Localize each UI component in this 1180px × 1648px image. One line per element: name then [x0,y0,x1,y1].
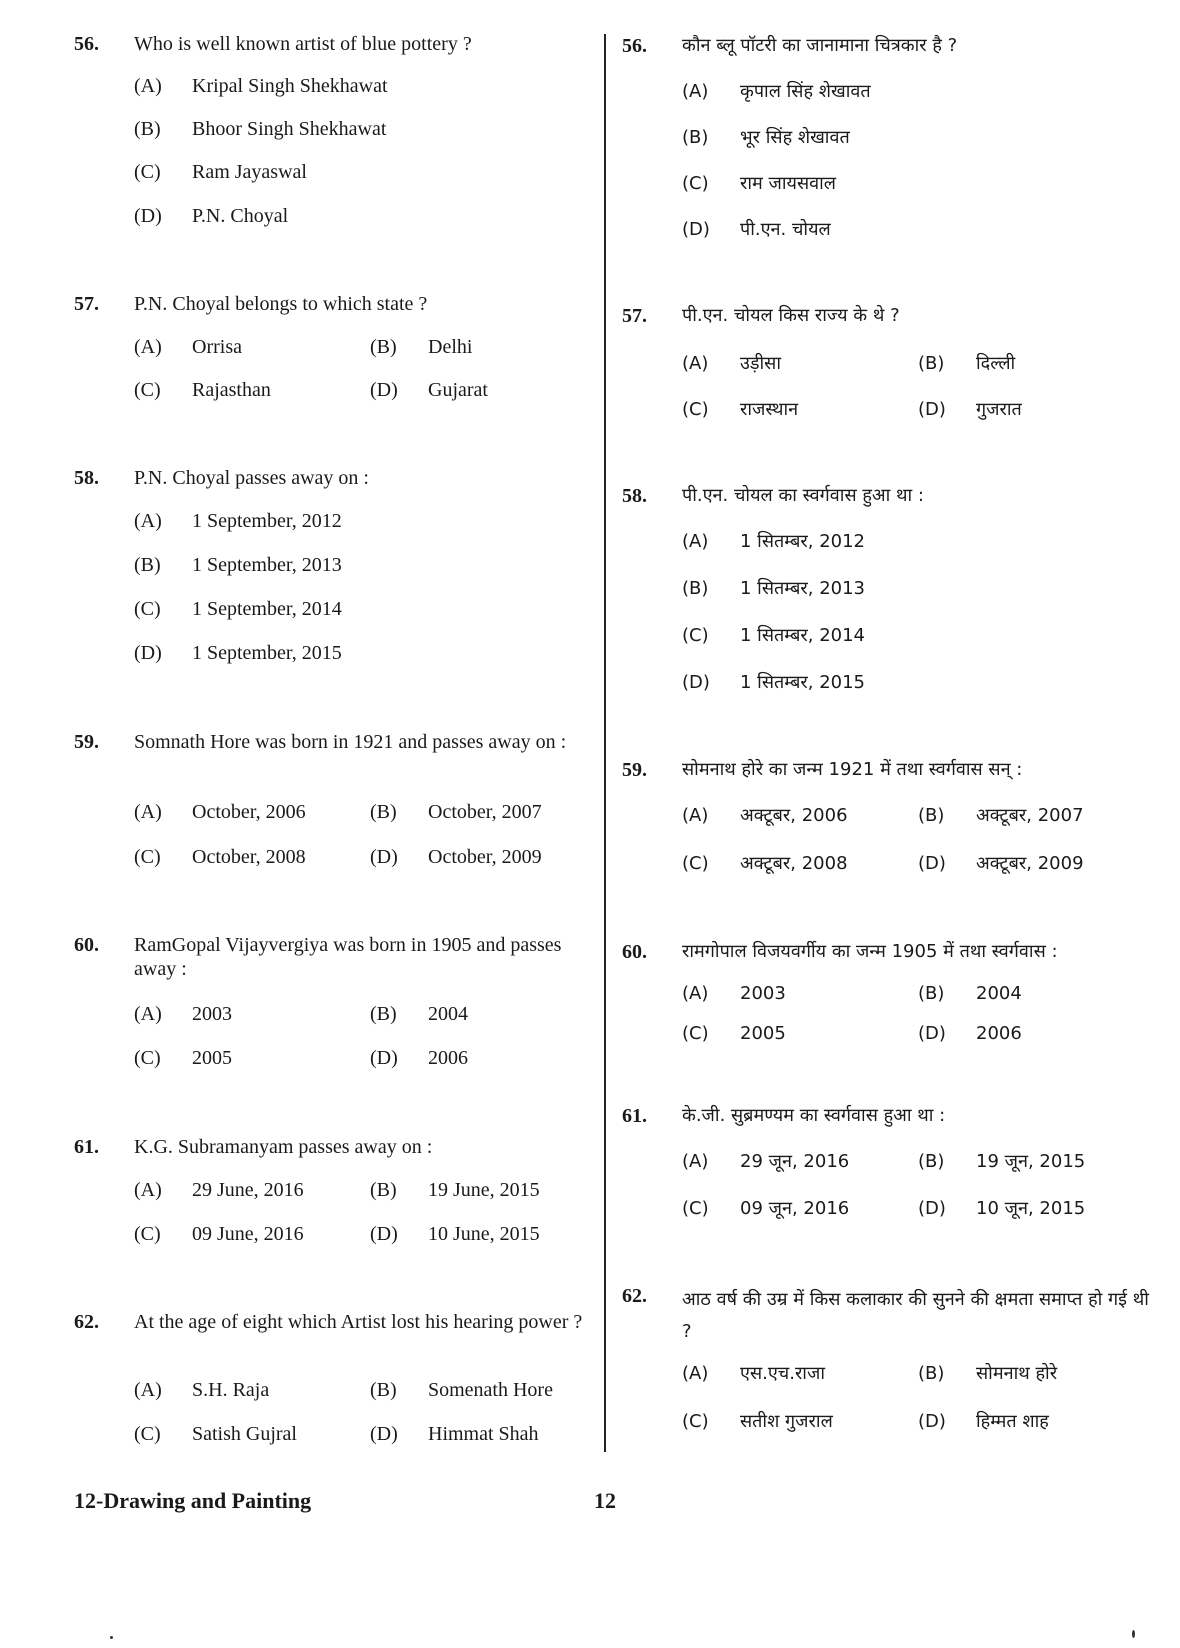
option-label: (C) [134,598,161,620]
option-text: Delhi [428,336,473,358]
option-label: (A) [682,805,709,826]
page-number: 12 [594,1488,616,1513]
option-text: हिम्मत शाह [976,1411,1049,1432]
option-label: (D) [918,1198,946,1219]
option-text: राजस्थान [740,399,799,420]
option-label: (B) [918,1151,945,1172]
option-text: October, 2007 [428,801,542,823]
option-text: 19 June, 2015 [428,1179,540,1201]
question-number: 58. [74,467,99,489]
option-text: 1 सितम्बर, 2015 [740,672,866,693]
option-text: 1 सितम्बर, 2012 [740,531,866,552]
option-label: (B) [370,801,397,823]
question-text: रामगोपाल विजयवर्गीय का जन्म 1905 में तथा स्वर्गवास : [682,941,1058,962]
option-text: अक्टूबर, 2009 [976,853,1084,874]
option-text: एस.एच.राजा [740,1363,825,1384]
option-text: गुजरात [976,399,1022,420]
option-text: 10 June, 2015 [428,1223,540,1245]
option-label: (C) [682,625,709,646]
option-label: (B) [134,554,161,576]
question-number: 61. [622,1105,647,1127]
option-text: कृपाल सिंह शेखावत [740,81,871,102]
option-label: (C) [134,161,161,183]
option-text: 09 जून, 2016 [740,1198,850,1219]
option-label: (A) [134,75,162,97]
option-label: (C) [682,1198,709,1219]
option-label: (C) [682,173,709,194]
question-text: कौन ब्लू पॉटरी का जानामाना चित्रकार है ? [682,35,958,56]
column-divider [604,34,606,1452]
option-label: (A) [682,1363,709,1384]
option-label: (A) [682,531,709,552]
question-number: 61. [74,1136,99,1158]
question-text: के.जी. सुब्रमण्यम का स्वर्गवास हुआ था : [682,1105,946,1126]
option-label: (B) [918,353,945,374]
question-text: आठ वर्ष की उम्र में किस कलाकार की सुनने की क्षमता समाप्त हो गई थी ? [682,1289,1149,1342]
question-text: Somnath Hore was born in 1921 and passes away on : [134,731,567,753]
option-label: (A) [134,510,162,532]
option-label: (C) [682,853,709,874]
option-label: (A) [682,353,709,374]
option-text: अक्टूबर, 2006 [740,805,848,826]
option-label: (C) [134,1047,161,1069]
option-text: 2003 [192,1003,232,1025]
question-number: 59. [74,731,99,753]
footer-subject-title: 12-Drawing and Painting [74,1488,312,1513]
question-number: 58. [622,485,647,507]
option-label: (C) [134,1423,161,1445]
option-text: 1 September, 2013 [192,554,342,576]
option-text: October, 2008 [192,846,306,868]
option-text: 2003 [740,983,786,1004]
option-label: (C) [134,1223,161,1245]
option-text: सोमनाथ होरे [976,1363,1058,1384]
option-label: (A) [134,801,162,823]
option-label: (C) [682,1411,709,1432]
option-label: (D) [370,1223,398,1245]
option-label: (B) [918,1363,945,1384]
option-text: 29 June, 2016 [192,1179,304,1201]
option-text: 1 September, 2015 [192,642,342,664]
option-label: (B) [370,1379,397,1401]
question-text: K.G. Subramanyam passes away on : [134,1136,433,1158]
question-number: 57. [74,293,99,315]
option-text: 2004 [428,1003,468,1025]
option-label: (D) [370,846,398,868]
question-text: At the age of eight which Artist lost his hearing power ? [134,1311,583,1333]
option-label: (B) [918,805,945,826]
option-text: Himmat Shah [428,1423,539,1445]
option-text: पी.एन. चोयल [740,219,831,240]
option-text: दिल्ली [976,353,1016,374]
option-label: (C) [134,846,161,868]
option-text: Orrisa [192,336,242,358]
option-label: (D) [134,205,162,227]
option-label: (D) [918,399,946,420]
option-text: S.H. Raja [192,1379,270,1401]
option-label: (A) [134,336,162,358]
option-label: (D) [682,219,710,240]
option-label: (C) [682,399,709,420]
option-text: Gujarat [428,379,488,401]
option-text: 19 जून, 2015 [976,1151,1086,1172]
option-label: (B) [370,336,397,358]
question-text: Who is well known artist of blue pottery ? [134,33,472,55]
option-label: (B) [370,1179,397,1201]
option-text: Satish Gujral [192,1423,297,1445]
option-label: (C) [682,1023,709,1044]
option-text: October, 2009 [428,846,542,868]
scan-speck [1132,1630,1135,1638]
option-label: (A) [134,1379,162,1401]
option-text: Rajasthan [192,379,271,401]
option-text: 09 June, 2016 [192,1223,304,1245]
option-text: 1 September, 2012 [192,510,342,532]
option-text: 29 जून, 2016 [740,1151,850,1172]
option-label: (D) [918,1411,946,1432]
option-label: (B) [918,983,945,1004]
option-label: (A) [134,1003,162,1025]
option-text: 2006 [976,1023,1022,1044]
option-label: (A) [134,1179,162,1201]
question-text: P.N. Choyal belongs to which state ? [134,293,428,315]
option-text: राम जायसवाल [740,173,837,194]
option-text: Somenath Hore [428,1379,553,1401]
option-label: (D) [918,853,946,874]
option-text: 1 September, 2014 [192,598,342,620]
option-text: Bhoor Singh Shekhawat [192,118,387,140]
option-label: (D) [918,1023,946,1044]
option-label: (D) [682,672,710,693]
option-text: 2005 [740,1023,786,1044]
option-text: 2006 [428,1047,468,1069]
option-label: (A) [682,1151,709,1172]
option-label: (B) [682,578,709,599]
option-text: 1 सितम्बर, 2014 [740,625,866,646]
question-text: पी.एन. चोयल का स्वर्गवास हुआ था : [682,485,924,506]
option-text: 10 जून, 2015 [976,1198,1086,1219]
option-text: 2004 [976,983,1022,1004]
option-text: 2005 [192,1047,232,1069]
question-text: पी.एन. चोयल किस राज्य के थे ? [682,305,900,326]
option-label: (B) [134,118,161,140]
option-text: October, 2006 [192,801,306,823]
option-text: P.N. Choyal [192,205,289,227]
option-label: (C) [134,379,161,401]
question-text: RamGopal Vijayvergiya was born in 1905 and passes away : [134,934,562,980]
question-text: P.N. Choyal passes away on : [134,467,369,489]
question-number: 57. [622,305,647,327]
option-text: Ram Jayaswal [192,161,307,183]
question-number: 56. [622,35,647,57]
question-number: 59. [622,759,647,781]
option-text: 1 सितम्बर, 2013 [740,578,866,599]
option-text: अक्टूबर, 2007 [976,805,1084,826]
question-number: 62. [74,1311,99,1333]
option-label: (A) [682,81,709,102]
option-text: भूर सिंह शेखावत [740,127,850,148]
option-label: (D) [134,642,162,664]
option-text: उड़ीसा [740,353,781,374]
option-label: (B) [370,1003,397,1025]
option-label: (D) [370,1423,398,1445]
option-text: सतीश गुजराल [740,1411,833,1432]
option-label: (A) [682,983,709,1004]
question-number: 60. [74,934,99,956]
option-label: (B) [682,127,709,148]
question-number: 62. [622,1285,647,1307]
option-label: (D) [370,379,398,401]
question-number: 56. [74,33,99,55]
question-number: 60. [622,941,647,963]
option-text: Kripal Singh Shekhawat [192,75,388,97]
scan-speck [110,1636,113,1639]
question-text: सोमनाथ होरे का जन्म 1921 में तथा स्वर्गवास सन् : [682,759,1023,780]
option-text: अक्टूबर, 2008 [740,853,848,874]
option-label: (D) [370,1047,398,1069]
